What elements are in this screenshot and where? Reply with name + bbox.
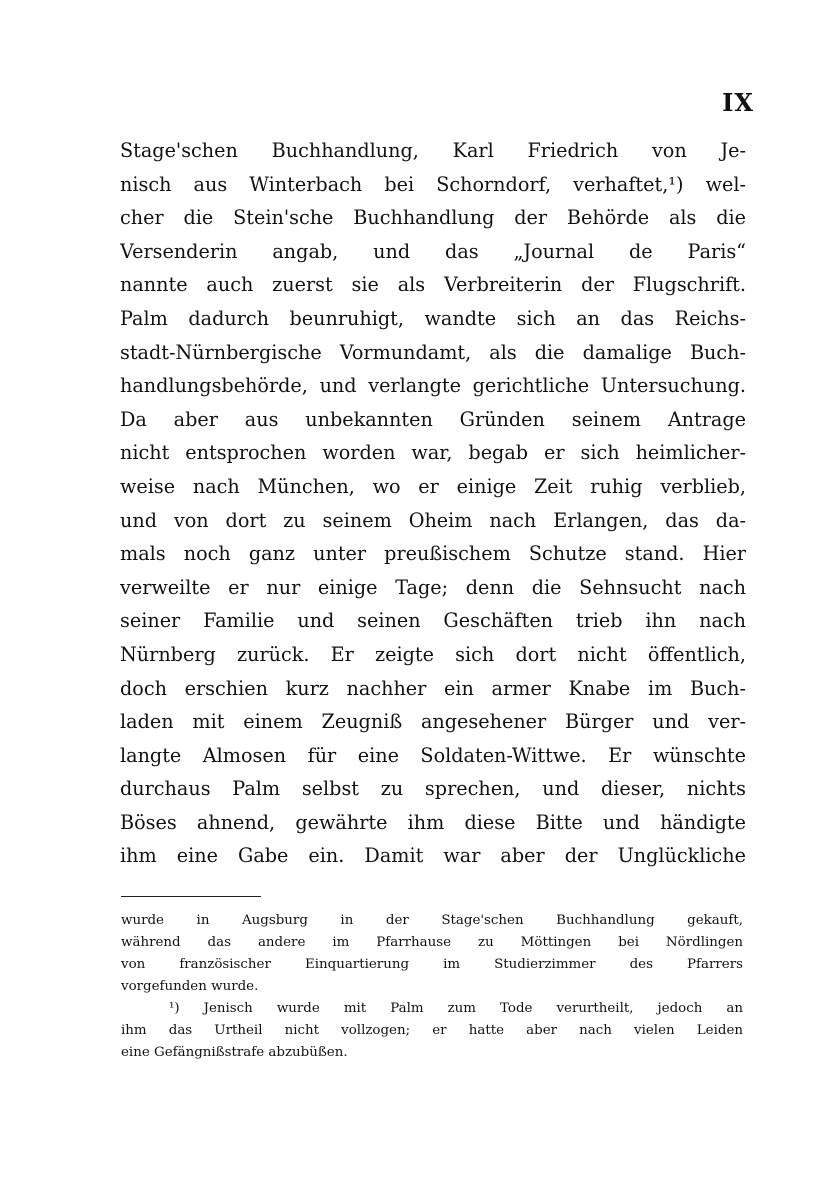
body-text (120, 134, 746, 873)
footnote-line: von französischer Einquartierung im Studierzimmer des Pfarrers (121, 957, 743, 972)
body-line: Versenderin angab, und das „Journal de Paris“ (120, 239, 746, 263)
footnote-line: vorgefunden wurde. (121, 979, 259, 994)
body-line: laden mit einem Zeugniß angesehener Bürger und ver- (120, 710, 746, 734)
body-line: Nürnberg zurück. Er zeigte sich dort nicht öffentlich, (120, 642, 746, 666)
footnote-line: eine Gefängnißstrafe abzubüßen. (121, 1045, 348, 1060)
body-line: weise nach München, wo er einige Zeit ruhig verblieb, (120, 474, 746, 498)
body-line: mals noch ganz unter preußischem Schutze stand. Hier (120, 542, 746, 566)
footnote-line: während das andere im Pfarrhause zu Möttingen bei Nördlingen (121, 935, 743, 950)
body-line: seiner Familie und seinen Geschäften trieb ihn nach (120, 609, 746, 633)
footnote-line: ¹) Jenisch wurde mit Palm zum Tode verurtheilt, jedoch an (169, 1001, 743, 1016)
footnote-line: ihm das Urtheil nicht vollzogen; er hatte aber nach vielen Leiden (121, 1023, 743, 1038)
body-line: cher die Stein'sche Buchhandlung der Behörde als die (120, 206, 746, 230)
body-line: Da aber aus unbekannten Gründen seinem Antrage (120, 407, 746, 431)
body-line: nisch aus Winterbach bei Schorndorf, verhaftet,¹) wel- (120, 172, 746, 196)
body-line: langte Almosen für eine Soldaten-Wittwe. Er wünschte (120, 743, 746, 767)
body-line: stadt-Nürnbergische Vormundamt, als die damalige Buch- (120, 340, 746, 364)
body-line: Böses ahnend, gewährte ihm diese Bitte und händigte (120, 810, 746, 834)
body-line: Stage'schen Buchhandlung, Karl Friedrich von Je- (120, 139, 746, 162)
body-line: nannte auch zuerst sie als Verbreiterin der Flugschrift. (120, 273, 746, 297)
page-number: IX (722, 88, 754, 117)
body-line: durchaus Palm selbst zu sprechen, und dieser, nichts (120, 777, 746, 801)
body-line: handlungsbehörde, und verlangte gerichtliche Untersuchung. (120, 374, 746, 398)
body-line: verweilte er nur einige Tage; denn die Sehnsucht nach (120, 575, 746, 599)
footnote-divider (121, 896, 261, 897)
body-line: Palm dadurch beunruhigt, wandte sich an das Reichs- (120, 306, 746, 330)
body-line: doch erschien kurz nachher ein armer Knabe im Buch- (120, 676, 746, 700)
body-line: nicht entsprochen worden war, begab er sich heimlicher- (120, 441, 746, 465)
footnotes (121, 910, 743, 1064)
footnote-line: wurde in Augsburg in der Stage'schen Buchhandlung gekauft, (121, 913, 743, 928)
body-line: ihm eine Gabe ein. Damit war aber der Unglückliche (120, 844, 746, 868)
body-line: und von dort zu seinem Oheim nach Erlangen, das da- (120, 508, 746, 532)
